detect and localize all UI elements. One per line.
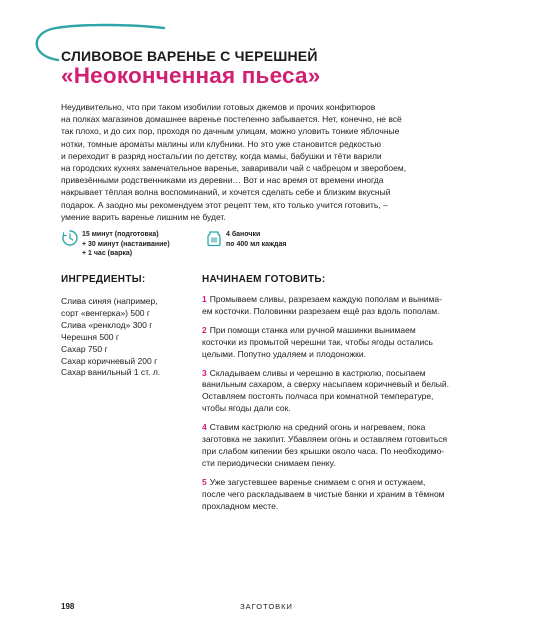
step-number: 3 bbox=[202, 367, 207, 378]
intro-line: и переходит в разряд ностальгии по детству, когда мамы, бабушки и тёти варили bbox=[61, 150, 382, 161]
step-line: целыми. Попутно удаляем и плодоножки. bbox=[202, 348, 366, 359]
step-line bbox=[202, 325, 474, 337]
step-number: 4 bbox=[202, 422, 207, 433]
steps-heading: НАЧИНАЕМ ГОТОВИТЬ: bbox=[202, 274, 326, 285]
step-item bbox=[202, 477, 474, 513]
recipe-title: «Неоконченная пьеса» bbox=[61, 63, 321, 88]
step-line: после чего раскладываем в чистые банки и храним в тёмном bbox=[202, 488, 445, 499]
cooking-time-line: + 30 минут (настаивание) bbox=[82, 240, 170, 248]
recipe-yield-line: 4 баночки bbox=[226, 231, 261, 238]
step-line: ем косточки. Половинки разрезаем ещё раз вдоль пополам. bbox=[202, 305, 440, 316]
recipe-subtitle: СЛИВОВОЕ ВАРЕНЬЕ С ЧЕРЕШНЕЙ bbox=[61, 48, 318, 64]
step-line bbox=[202, 368, 474, 380]
step-line: Оставляем постоять полчаса при комнатной температуре, bbox=[202, 391, 434, 402]
step-item bbox=[202, 294, 474, 318]
ingredient-item: сорт «венгерка») 500 г bbox=[61, 307, 151, 318]
page-number: 198 bbox=[61, 602, 75, 611]
step-text: Промываем сливы, разрезаем каждую пополам и вынима- bbox=[209, 294, 442, 304]
step-number: 5 bbox=[202, 476, 207, 487]
ingredient-item: Сахар 750 г bbox=[61, 343, 108, 354]
intro-line: на полках магазинов домашнее варенье постепенно забывается. Нет, конечно, не всё bbox=[61, 114, 402, 125]
recipe-yield-line: по 400 мл каждая bbox=[226, 240, 287, 248]
ingredient-item: Слива синяя (например, bbox=[61, 296, 158, 306]
ingredient-item: Слива «ренклод» 300 г bbox=[61, 319, 153, 330]
cooking-time-text bbox=[82, 230, 170, 259]
jar-icon bbox=[205, 229, 223, 247]
step-text: Уже загустевшее варенье снимаем с огня и остужаем, bbox=[209, 476, 426, 487]
cooking-time-line: + 1 час (варка) bbox=[82, 250, 133, 258]
intro-line: Неудивительно, что при таком изобилии готовых джемов и прочих конфитюров bbox=[61, 102, 376, 112]
step-line: прохладном месте. bbox=[202, 500, 279, 511]
clock-icon bbox=[61, 229, 79, 247]
step-line: чтобы ягоды дали сок. bbox=[202, 403, 291, 414]
ingredient-item: Сахар коричневый 200 г bbox=[61, 355, 158, 366]
step-text: Складываем сливы и черешню в кастрюлю, посыпаем bbox=[209, 367, 426, 378]
ingredient-item: Сахар ванильный 1 ст. л. bbox=[61, 367, 161, 378]
section-name: ЗАГОТОВКИ bbox=[240, 602, 293, 611]
step-text: Ставим кастрюлю на средний огонь и нагреваем, пока bbox=[209, 422, 426, 433]
step-text: При помощи станка или ручной машинки вынимаем bbox=[209, 324, 416, 335]
step-line: при слабом кипении без крышки около часа. По необходимо- bbox=[202, 445, 445, 456]
step-item bbox=[202, 325, 474, 361]
steps-list bbox=[202, 294, 474, 520]
intro-line: подарок. А заодно мы рекомендуем этот рецепт тем, кто только учится готовить, – bbox=[61, 199, 388, 210]
step-line: заготовка не закипит. Убавляем огонь и оставляем готовиться bbox=[202, 434, 448, 445]
step-line: косточки из промытой черешни так, чтобы ягоды остались bbox=[202, 336, 433, 347]
ingredients-list bbox=[61, 296, 191, 379]
step-line bbox=[202, 477, 474, 489]
step-item bbox=[202, 422, 474, 470]
step-line bbox=[202, 294, 474, 306]
step-line: ванильным сахаром, а сверху насыпаем коричневый и белый. bbox=[202, 379, 449, 390]
step-item bbox=[202, 368, 474, 416]
intro-line: нотки, томные ароматы малины или клубники. Но это уже становится редкостью bbox=[61, 138, 381, 149]
ingredient-item: Черешня 500 г bbox=[61, 331, 119, 342]
step-line: сти периодически снимаем пенку. bbox=[202, 457, 336, 468]
intro-paragraph bbox=[61, 101, 471, 223]
recipe-yield-text bbox=[226, 230, 286, 249]
intro-line: накрывает тёплая волна воспоминаний, и хочется сделать себе и близким вкусный bbox=[61, 187, 391, 198]
intro-line: так плохо, и до сих пор, проходя по дачным улицам, можно уловить тонкие яблочные bbox=[61, 126, 400, 137]
intro-line: умение варить варенье лишним не будет. bbox=[61, 211, 226, 222]
step-number: 2 bbox=[202, 324, 207, 335]
intro-line: привезёнными родственниками из деревни… Вот и нас время от времени иногда bbox=[61, 175, 384, 186]
step-number: 1 bbox=[202, 294, 207, 304]
cooking-time-line: 15 минут (подготовка) bbox=[82, 231, 159, 238]
ingredients-heading: ИНГРЕДИЕНТЫ: bbox=[61, 274, 146, 285]
intro-line: на городских кухнях замечательное варенье, заваривали чай с чабрецом и зверобоем, bbox=[61, 163, 407, 174]
step-line bbox=[202, 422, 474, 434]
